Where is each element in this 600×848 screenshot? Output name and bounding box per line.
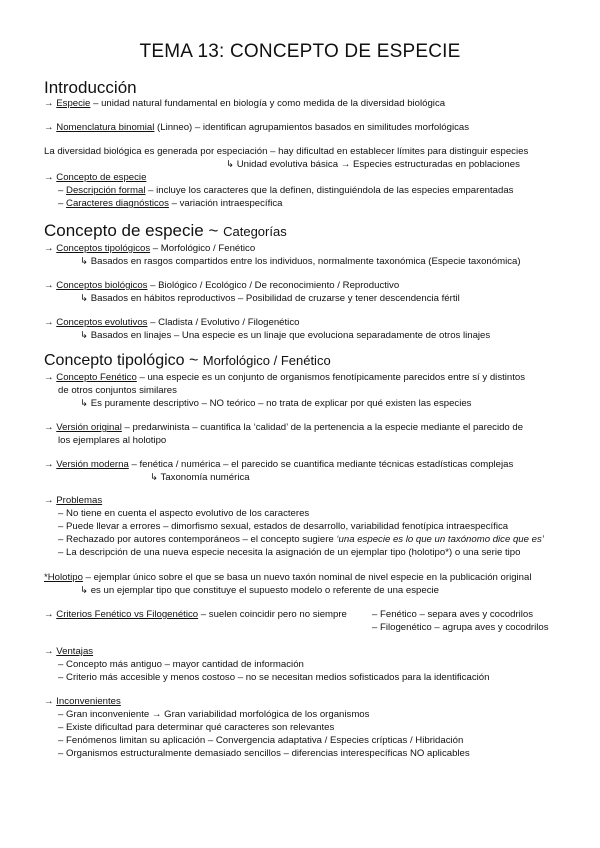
- inconveniente-3: [58, 735, 463, 747]
- cat-line-biologicos: [44, 280, 399, 292]
- cat-sub-biologicos: [80, 293, 460, 305]
- arrow-icon: →: [44, 98, 54, 109]
- criterios-fenetico: – Fenético – separa aves y cocodrilos: [372, 609, 534, 620]
- tipo-text: Taxonomía numérica: [160, 472, 250, 483]
- arrow-icon: →: [44, 696, 54, 707]
- term-concepto-especie: Concepto de especie: [56, 172, 147, 183]
- intro-line-caracteres: [58, 198, 283, 210]
- cat-text: Basados en rasgos compartidos entre los individuos, normalmente taxonómica (Especie taxonómica): [90, 256, 521, 267]
- heading-sub: Morfológico / Fenético: [202, 353, 331, 368]
- cat-text: Basados en linajes – Una especie es un linaje que evoluciona separadamente de otros linajes: [90, 330, 491, 341]
- ventaja-text: Criterio más accesible y menos costoso – no se necesitan medios sofisticados para la identificación: [66, 672, 490, 683]
- heading-main: Concepto tipológico ~: [44, 352, 203, 369]
- hook-arrow-icon: ↳: [80, 256, 89, 267]
- heading-sub: Categorías: [223, 224, 287, 239]
- term-holotipo: *Holotipo: [44, 572, 83, 583]
- term-descripcion: Descripción formal: [66, 185, 146, 196]
- intro-text: (Linneo) – identifican agrupamientos basados en similitudes morfológicas: [154, 122, 470, 133]
- arrow-icon: →: [44, 459, 54, 470]
- problema-text: Rechazado por autores contemporáneos – el concepto sugiere: [66, 534, 337, 545]
- dash: –: [58, 709, 64, 720]
- arrow-icon: →: [44, 422, 54, 433]
- ventaja-2: [58, 672, 489, 684]
- arrow-icon: →: [44, 495, 54, 506]
- problema-text: Puede llevar a errores – dimorfismo sexual, estados de desarrollo, variabilidad fenotípica intraespecífica: [66, 521, 509, 532]
- tipo-line-original-cont: los ejemplares al holotipo: [58, 435, 167, 446]
- page-title: TEMA 13: CONCEPTO DE ESPECIE: [139, 41, 461, 62]
- cat-sub-tipologicos: [80, 256, 521, 268]
- problema-3: [58, 534, 544, 546]
- criterios-line: [44, 609, 347, 621]
- inconveniente-2: [58, 722, 334, 734]
- tipo-text: – predarwinista – cuantifica la ‘calidad’ de la pertenencia a la especie mediante el parecido de: [121, 422, 524, 433]
- arrow-icon: →: [44, 609, 54, 620]
- term-criterios: Criterios Fenético vs Filogenético: [56, 609, 199, 620]
- intro-line-descripcion: [58, 185, 513, 197]
- cat-text: – Cladista / Evolutivo / Filogenético: [147, 317, 300, 328]
- tipo-line-fenetico-cont: de otros conjuntos similares: [58, 385, 177, 396]
- intro-line-especie: [44, 98, 445, 110]
- tipo-line-inconvenientes: [44, 696, 121, 708]
- hook-arrow-icon: ↳: [80, 293, 89, 304]
- arrow-icon: →: [44, 172, 54, 183]
- problema-4: [58, 547, 520, 559]
- hook-arrow-icon: ↳: [80, 585, 89, 596]
- dash: –: [58, 198, 64, 209]
- tipo-sub-fenetico: [80, 398, 471, 410]
- cat-text: – Morfológico / Fenético: [150, 243, 256, 254]
- dash: –: [58, 547, 64, 558]
- arrow-icon: →: [44, 280, 54, 291]
- heading-main: Concepto de especie ~: [44, 221, 224, 240]
- term-inconvenientes: Inconvenientes: [56, 696, 121, 707]
- term-biologicos: Conceptos biológicos: [56, 280, 148, 291]
- hook-arrow-icon: ↳: [80, 330, 89, 341]
- arrow-icon: →: [44, 317, 54, 328]
- intro-text: – unidad natural fundamental en biología y como medida de la diversidad biológica: [90, 98, 446, 109]
- cat-text: – Biológico / Ecológico / De reconocimiento / Reproductivo: [147, 280, 400, 291]
- criterios-text: – suelen coincidir pero no siempre: [198, 609, 347, 620]
- intro-line-nomenclatura: [44, 122, 469, 134]
- arrow-icon: →: [44, 122, 54, 133]
- tipo-line-problemas: [44, 495, 102, 507]
- cat-sub-evolutivos: [80, 330, 490, 342]
- arrow-icon: →: [44, 646, 54, 657]
- dash: –: [58, 659, 64, 670]
- dash: –: [58, 508, 64, 519]
- section-heading-introduccion: Introducción: [44, 78, 137, 97]
- term-version-moderna: Versión moderna: [56, 459, 129, 470]
- dash: –: [58, 185, 64, 196]
- dash: –: [58, 521, 64, 532]
- inconveniente-text: Existe dificultad para determinar qué caracteres son relevantes: [66, 722, 335, 733]
- criterios-filogenetico: – Filogenético – agrupa aves y cocodrilos: [372, 622, 549, 633]
- hook-arrow-icon: ↳: [226, 159, 235, 170]
- ventaja-1: [58, 659, 304, 671]
- dash: –: [58, 534, 64, 545]
- intro-line-concepto: [44, 172, 146, 184]
- dash: –: [58, 722, 64, 733]
- problema-text: La descripción de una nueva especie necesita la asignación de un ejemplar tipo (holotipo*) o una serie tipo: [66, 547, 521, 558]
- dash: –: [58, 735, 64, 746]
- cat-line-tipologicos: [44, 243, 255, 255]
- term-version-original: Versión original: [56, 422, 122, 433]
- dash: –: [58, 672, 64, 683]
- holotipo-text: es un ejemplar tipo que constituye el supuesto modelo o referente de una especie: [90, 585, 439, 596]
- section-heading-tipologico: [44, 352, 331, 370]
- problema-text: No tiene en cuenta el aspecto evolutivo de los caracteres: [66, 508, 310, 519]
- arrow-icon: →: [44, 243, 54, 254]
- inconveniente-4: [58, 748, 470, 760]
- term-ventajas: Ventajas: [56, 646, 94, 657]
- dash: –: [58, 748, 64, 759]
- tipo-line-original: [44, 422, 523, 434]
- hook-arrow-icon: ↳: [80, 398, 89, 409]
- cat-text: Basados en hábitos reproductivos – Posibilidad de cruzarse y tener descendencia fértil: [90, 293, 460, 304]
- inconveniente-1: [58, 709, 369, 721]
- arrow-icon: →: [44, 372, 54, 383]
- holotipo-sub: [80, 585, 439, 597]
- term-evolutivos: Conceptos evolutivos: [56, 317, 148, 328]
- problema-2: [58, 521, 508, 533]
- holotipo-text: – ejemplar único sobre el que se basa un nuevo taxón nominal de nivel especie en la publicación original: [82, 572, 532, 583]
- intro-text: – variación intraespecífica: [168, 198, 283, 209]
- intro-line-diversidad: La diversidad biológica es generada por especiación – hay dificultad en establecer límites para distinguir especies: [44, 146, 529, 157]
- term-problemas: Problemas: [56, 495, 103, 506]
- tipo-text: – fenética / numérica – el parecido se cuantifica mediante técnicas estadísticas complejas: [128, 459, 514, 470]
- term-nomenclatura: Nomenclatura binomial: [56, 122, 155, 133]
- tipo-line-moderna: [44, 459, 513, 471]
- tipo-line-ventajas: [44, 646, 93, 658]
- intro-text: – incluye los caracteres que la definen, distinguiéndola de las especies emparentadas: [145, 185, 514, 196]
- term-concepto-fenetico: Concepto Fenético: [56, 372, 137, 383]
- holotipo-line: [44, 572, 531, 584]
- tipo-sub-moderna: [150, 472, 250, 484]
- inconveniente-text: Fenómenos limitan su aplicación – Convergencia adaptativa / Especies crípticas / Hibridación: [66, 735, 464, 746]
- tipo-text: Es puramente descriptivo – NO teórico – no trata de explicar por qué existen las especies: [90, 398, 472, 409]
- intro-line-unidad: [226, 159, 520, 171]
- intro-text: Unidad evolutiva básica → Especies estructuradas en poblaciones: [236, 159, 520, 170]
- section-heading-categorias: [44, 222, 287, 241]
- inconveniente-text: Organismos estructuralmente demasiado sencillos – diferencias interespecíficas NO aplicables: [66, 748, 470, 759]
- term-especie: Especie: [56, 98, 91, 109]
- tipo-text: – una especie es un conjunto de organismos fenotípicamente parecidos entre sí y distintos: [136, 372, 526, 383]
- ventaja-text: Concepto más antiguo – mayor cantidad de información: [66, 659, 304, 670]
- inconveniente-text: Gran inconveniente → Gran variabilidad morfológica de los organismos: [66, 709, 370, 720]
- tipo-line-fenetico: [44, 372, 525, 384]
- problema-1: [58, 508, 309, 520]
- hook-arrow-icon: ↳: [150, 472, 159, 483]
- cat-line-evolutivos: [44, 317, 299, 329]
- term-caracteres: Caracteres diagnósticos: [66, 198, 169, 209]
- problema-quote: ‘una especie es lo que un taxónomo dice que es’: [336, 534, 544, 545]
- term-tipologicos: Conceptos tipológicos: [56, 243, 151, 254]
